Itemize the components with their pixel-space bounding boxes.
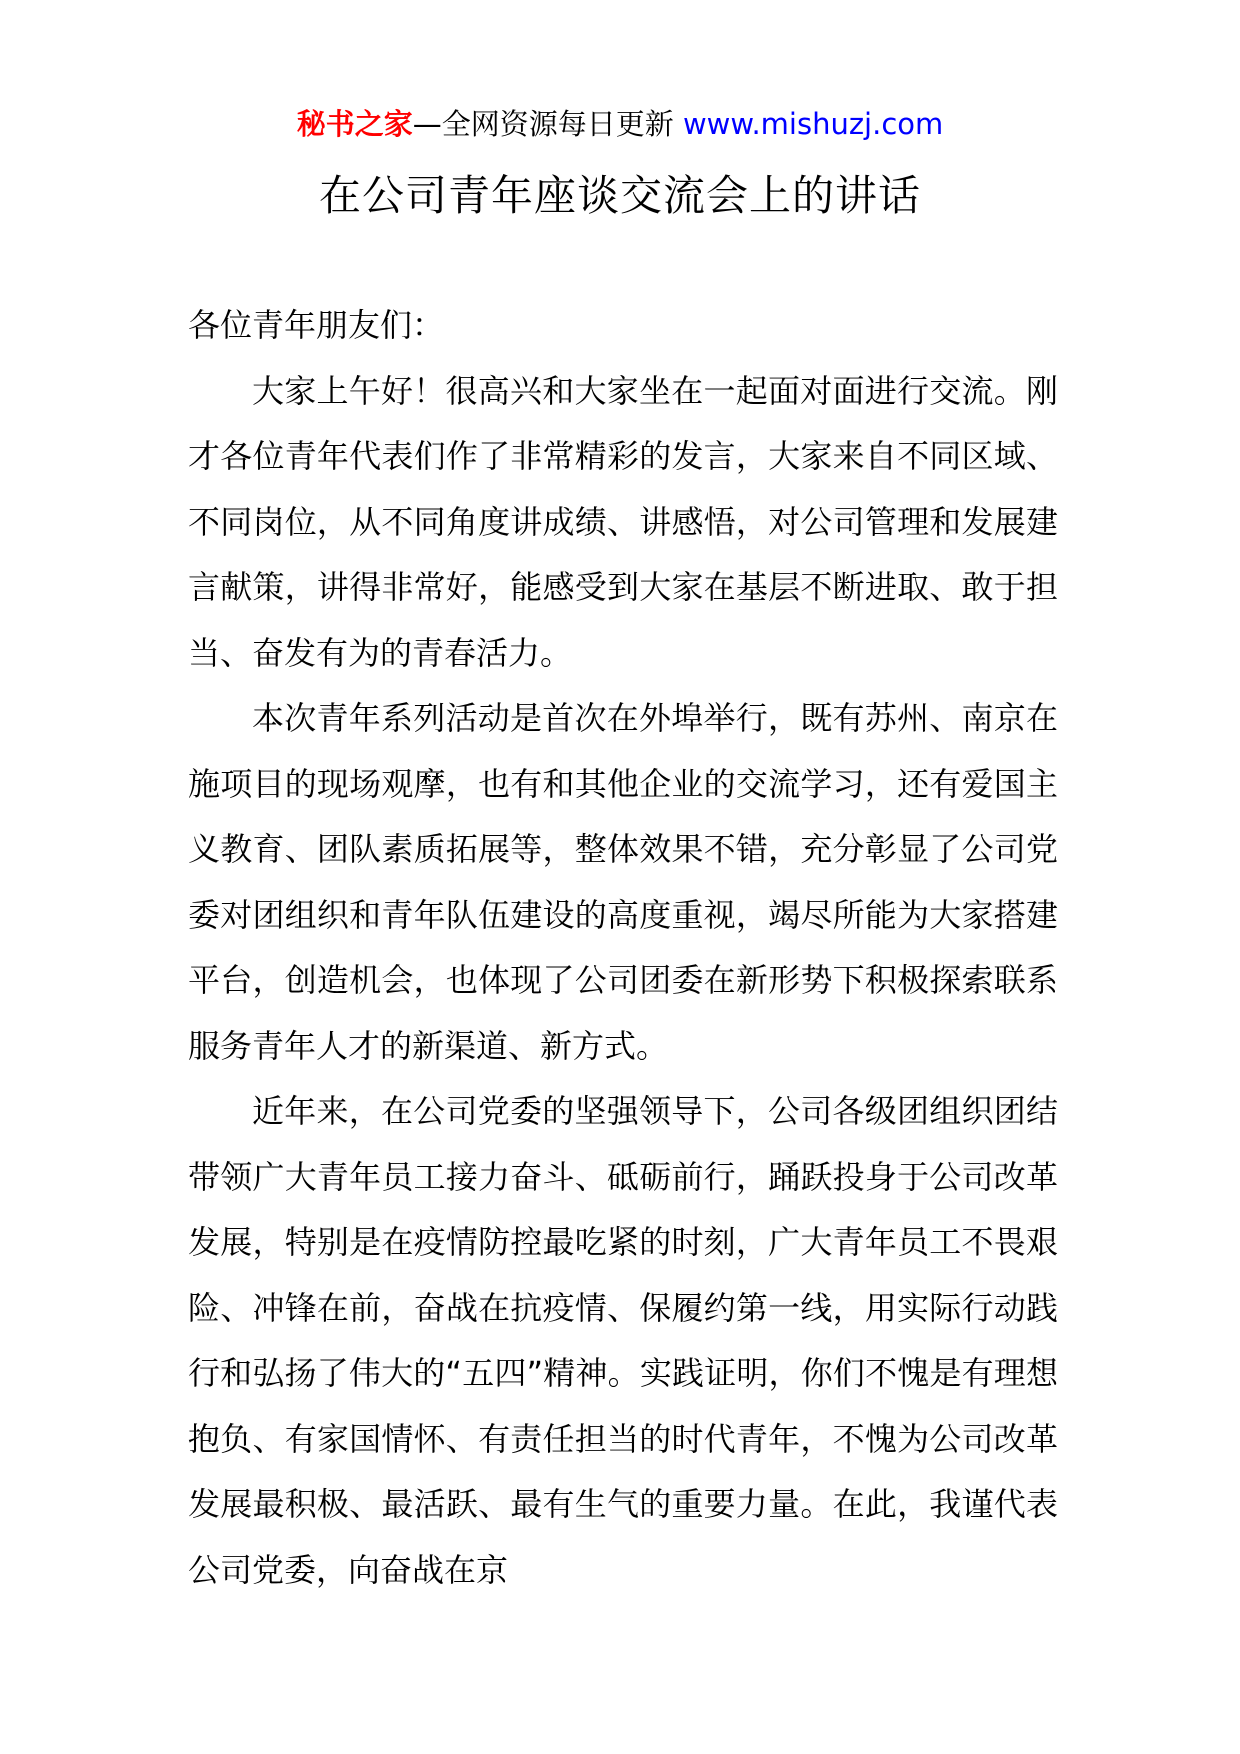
paragraph-3: 近年来，在公司党委的坚强领导下，公司各级团组织团结带领广大青年员工接力奋斗、砥砺前行，踊跃投身于公司改革发展，特别是在疫情防控最吃紧的时刻，广大青年员工不畏艰险、冲锋在前，奋战在抗疫情、保履约第一线，用实际行动践行和弘扬了伟大的“五四”精神。实践证明，你们不愧是有理想抱负、有家国情怀、有责任担当的时代青年，不愧为公司改革发展最积极、最活跃、最有生气的重要力量。在此，我谨代表公司党委，向奋战在京 [188,1092,1058,1589]
site-url-link[interactable]: www.mishuzj.com [682,107,944,141]
document-title: 在公司青年座谈交流会上的讲话 [318,171,921,220]
salutation: 各位青年朋友们： [188,306,445,344]
document-body [188,293,1058,1603]
paragraph-1: 大家上午好！很高兴和大家坐在一起面对面进行交流。刚才各位青年代表们作了非常精彩的发言，大家来自不同区域、不同岗位，从不同角度讲成绩、讲感悟，对公司管理和发展建言献策，讲得非常好，能感受到大家在基层不断进取、敢于担当、奋发有为的青春活力。 [188,371,1058,672]
paragraph-2: 本次青年系列活动是首次在外埠举行，既有苏州、南京在施项目的现场观摩，也有和其他企业的交流学习，还有爱国主义教育、团队素质拓展等，整体效果不错，充分彰显了公司党委对团组织和青年队伍建设的高度重视，竭尽所能为大家搭建平台，创造机会，也体现了公司团委在新形势下积极探索联系服务青年人才的新渠道、新方式。 [188,699,1058,1065]
site-header [0,104,1240,144]
header-tagline: —全网资源每日更新 [412,107,683,141]
brand-name: 秘书之家 [296,107,413,141]
